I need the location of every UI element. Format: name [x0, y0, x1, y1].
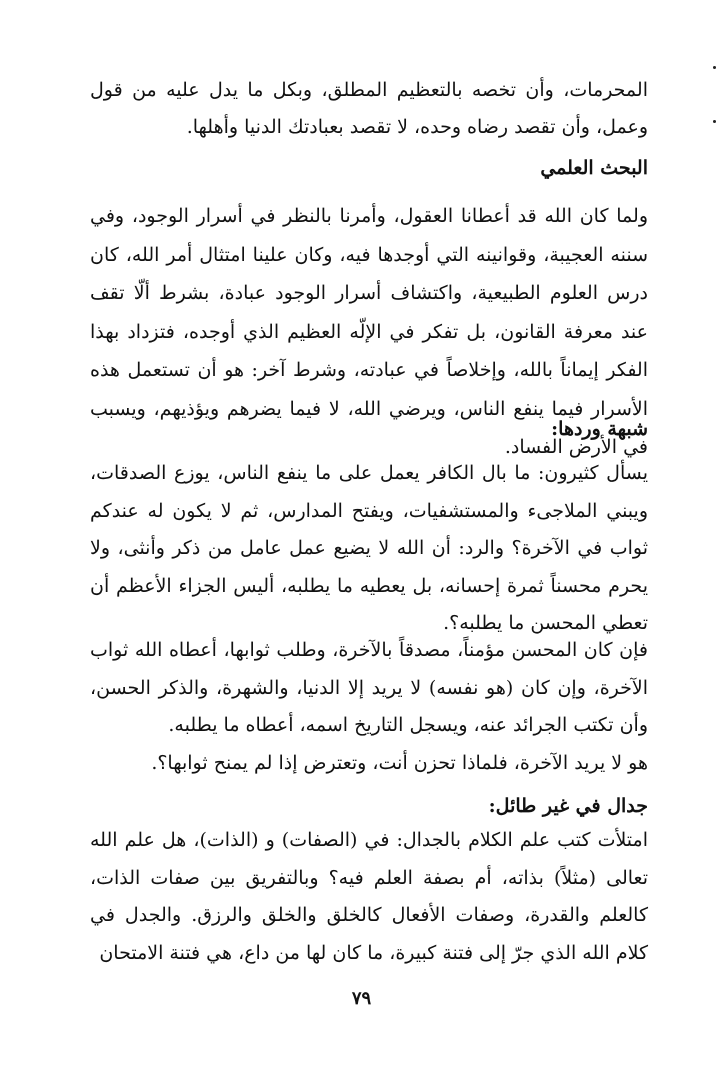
body-paragraph: امتلأت كتب علم الكلام بالجدال: في (الصفات) و (الذات)، هل علم الله تعالى (مثلاً) بذاته، أم بصفة العلم فيه؟ وبالتفريق بين صفات الذات، كالعلم والقدرة، وصفات الأفعال كالخلق والخلق والرزق. والجدل في كلام الله الذي جرّ إلى فتنة كبيرة، ما كان لها من داع، هي فتنة الامتحان [90, 829, 648, 964]
body-paragraph: ولما كان الله قد أعطانا العقول، وأمرنا بالنظر في أسرار الوجود، وفي سننه العجيبة، وقوانينه التي أوجدها فيه، وكان علينا امتثال أمر الله، كان درس العلوم الطبيعية، واكتشاف أسرار الوجود عبادة، بشرط ألّا تقف عند معرفة القانون، بل تفكر في الإلّه العظيم الذي أوجده، فتزداد بهذا الفكر إيماناً بالله، وإخلاصاً في عبادته، وشرط آخر: هو أن تستعمل هذه الأسرار فيما ينفع الناس، ويرضي الله، لا فيما يضرهم ويؤذيهم، ويسبب في الأرض الفساد. [90, 205, 648, 458]
debate-paragraph-block [90, 822, 648, 972]
margin-dot [713, 66, 716, 69]
body-paragraph: يسأل كثيرون: ما بال الكافر يعمل على ما ينفع الناس، يوزع الصدقات، ويبني الملاجىء والمستشفيات، ويفتح المدارس، ثم لا يكون له عندكم ثواب في الآخرة؟ والرد: أن الله لا يضيع عمل عامل من ذكر وأنثى، ولا يحرم محسناً ثمرة إحسانه، بل يعطيه ما يطلبه، أليس الجزاء الأعظم أن تعطي المحسن ما يطلبه؟. [90, 462, 648, 635]
believer-paragraph-block [90, 632, 648, 745]
body-paragraph: المحرمات، وأن تخصه بالتعظيم المطلق، وبكل ما يدل عليه من قول وعمل، وأن تقصد رضاه وحده، لا تقصد بعبادتك الدنيا وأهلها. [90, 79, 648, 138]
afterlife-paragraph-block [90, 744, 648, 783]
margin-dot [713, 120, 716, 123]
section-heading: شبهة وردها: [551, 418, 648, 440]
intro-paragraph-block [90, 72, 648, 146]
body-paragraph: هو لا يريد الآخرة، فلماذا تحزن أنت، وتعترض إذا لم يمنح ثوابها؟. [151, 752, 648, 774]
section-heading: البحث العلمي [540, 157, 648, 179]
section-heading: جدال في غير طائل: [488, 795, 648, 817]
doubt-paragraph-block [90, 455, 648, 643]
body-paragraph: فإن كان المحسن مؤمناً، مصدقاً بالآخرة، وطلب ثوابها، أعطاه الله ثواب الآخرة، وإن كان (هو نفسه) لا يريد إلا الدنيا، والشهرة، والذكر الحسن، وأن تكتب الجرائد عنه، ويسجل التاريخ اسمه، أعطاه ما يطلبه. [90, 639, 648, 736]
page-number: ٧٩ [351, 988, 372, 1009]
